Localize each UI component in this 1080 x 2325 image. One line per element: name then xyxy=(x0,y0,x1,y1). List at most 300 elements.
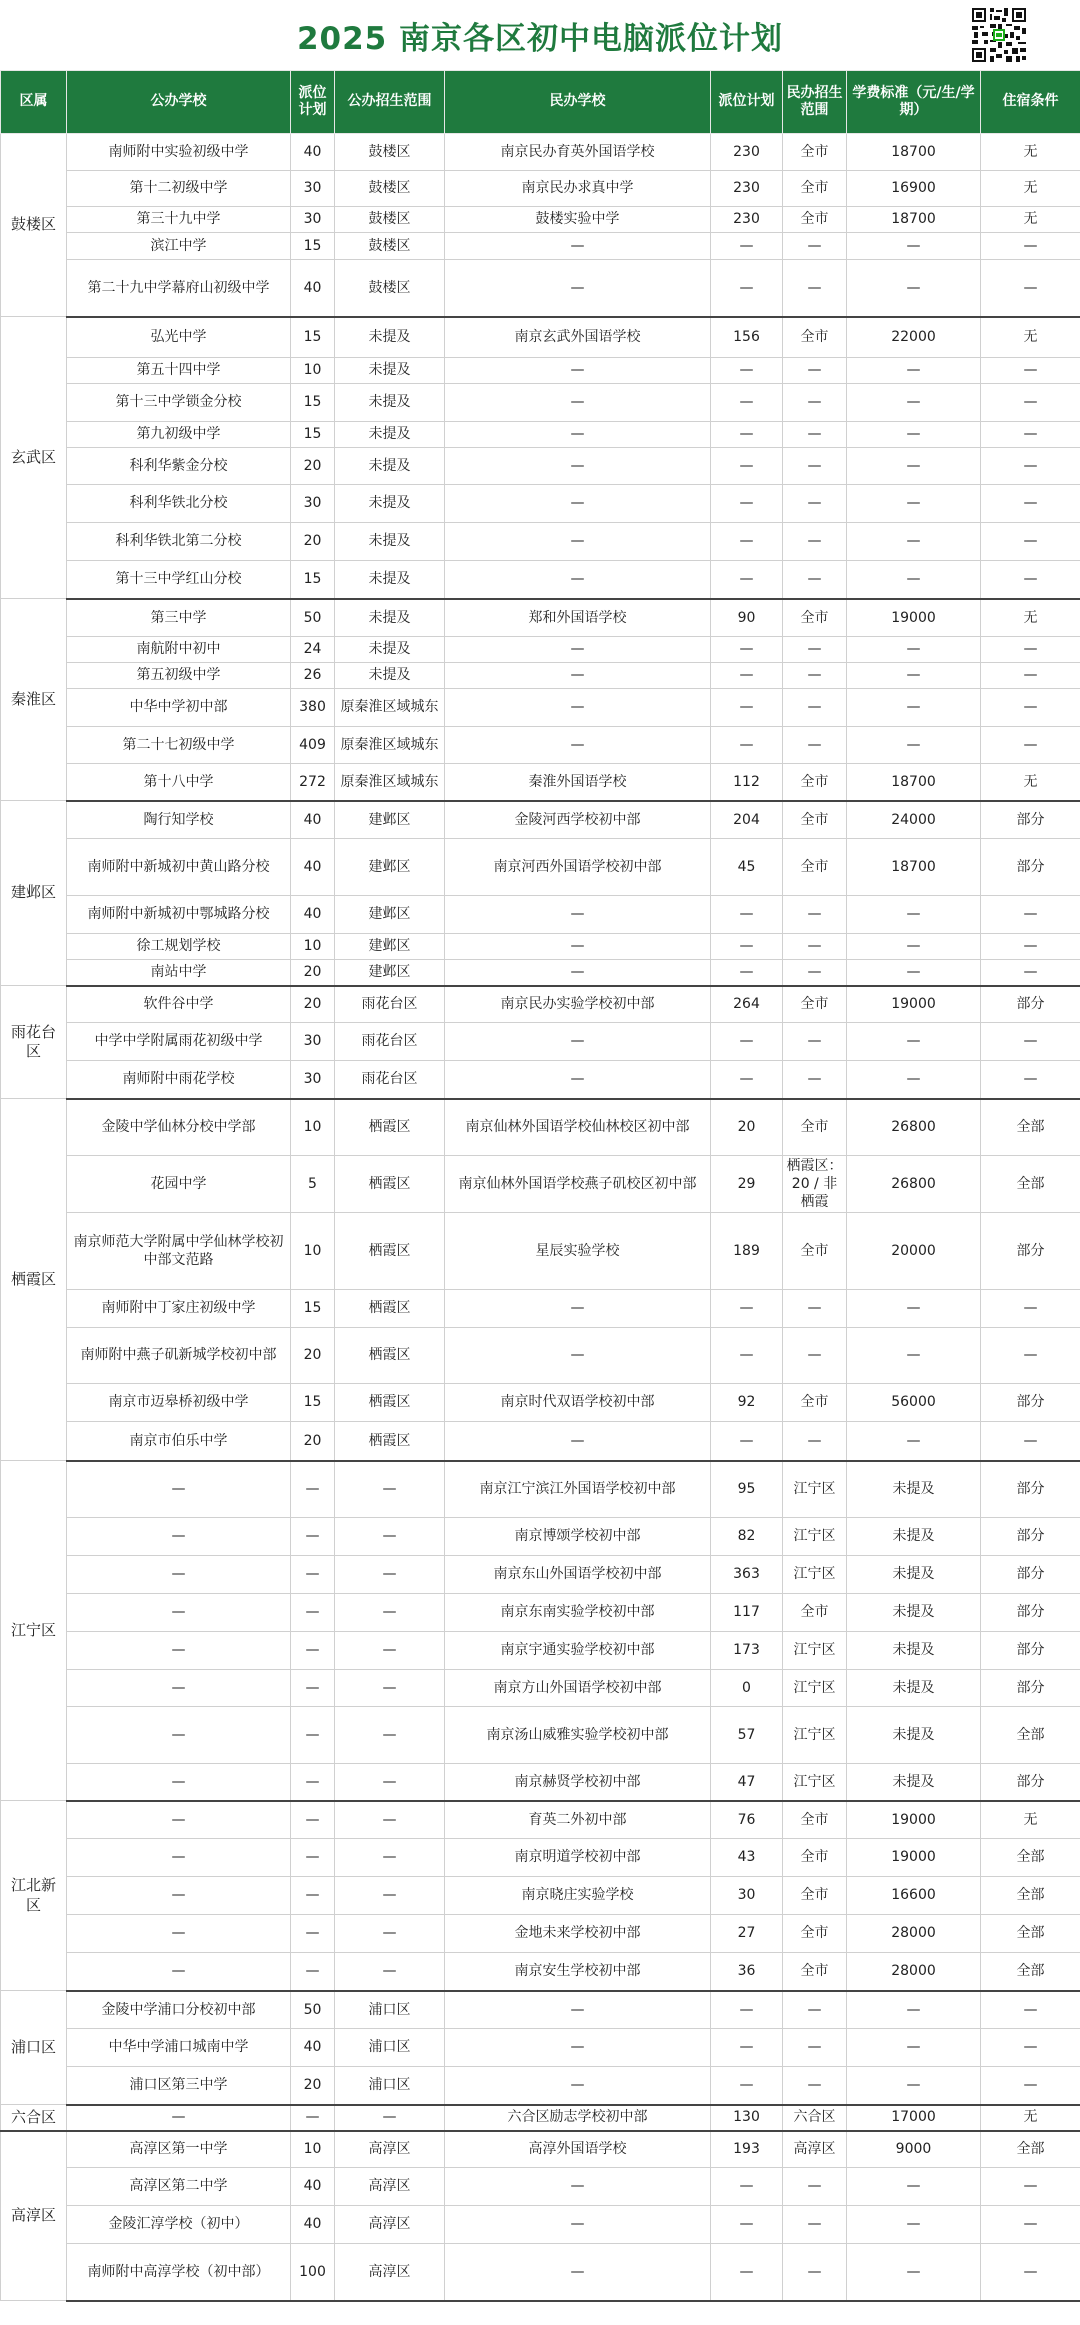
public-school-cell: 第九初级中学 xyxy=(67,422,291,448)
private-quota-cell: 57 xyxy=(711,1707,783,1764)
col-private-quota: 派位计划 xyxy=(711,71,783,134)
private-range-cell: 全市 xyxy=(783,801,847,839)
col-district: 区属 xyxy=(1,71,67,134)
public-range-cell: 雨花台区 xyxy=(335,986,445,1023)
public-range-cell: 鼓楼区 xyxy=(335,171,445,207)
public-quota-cell: 30 xyxy=(291,1061,335,1099)
public-school-cell: 南师附中燕子矶新城学校初中部 xyxy=(67,1328,291,1384)
public-school-cell: 金陵中学浦口分校初中部 xyxy=(67,1991,291,2029)
private-range-cell: — xyxy=(783,1328,847,1384)
private-school-cell: — xyxy=(445,896,711,934)
tuition-cell: — xyxy=(847,233,981,260)
private-range-cell: — xyxy=(783,1023,847,1061)
table-row xyxy=(1,2168,1080,2206)
boarding-cell: — xyxy=(981,1061,1080,1099)
boarding-cell: — xyxy=(981,1991,1080,2029)
public-quota-cell: 15 xyxy=(291,422,335,448)
private-school-cell: 南京明道学校初中部 xyxy=(445,1839,711,1877)
public-school-cell: — xyxy=(67,1556,291,1594)
private-school-cell: — xyxy=(445,358,711,384)
table-row xyxy=(1,358,1080,384)
public-quota-cell: 15 xyxy=(291,561,335,599)
public-quota-cell: 20 xyxy=(291,523,335,561)
public-school-cell: — xyxy=(67,1594,291,1632)
boarding-cell: — xyxy=(981,260,1080,317)
tuition-cell: 未提及 xyxy=(847,1461,981,1518)
public-range-cell: 浦口区 xyxy=(335,2029,445,2067)
table-row xyxy=(1,986,1080,1023)
private-quota-cell: — xyxy=(711,1023,783,1061)
private-quota-cell: 82 xyxy=(711,1518,783,1556)
private-range-cell: — xyxy=(783,2244,847,2301)
boarding-cell: 无 xyxy=(981,134,1080,171)
tuition-cell: 20000 xyxy=(847,1213,981,1290)
private-range-cell: 江宁区 xyxy=(783,1632,847,1670)
private-range-cell: — xyxy=(783,2168,847,2206)
private-range-cell: — xyxy=(783,448,847,485)
tuition-cell: — xyxy=(847,523,981,561)
boarding-cell: — xyxy=(981,233,1080,260)
boarding-cell: 部分 xyxy=(981,1518,1080,1556)
public-school-cell: 第十八中学 xyxy=(67,764,291,801)
boarding-cell: — xyxy=(981,561,1080,599)
tuition-cell: — xyxy=(847,1290,981,1328)
private-quota-cell: — xyxy=(711,2206,783,2244)
tuition-cell: — xyxy=(847,561,981,599)
col-boarding: 住宿条件 xyxy=(981,71,1080,134)
public-range-cell: 未提及 xyxy=(335,485,445,523)
public-quota-cell: 15 xyxy=(291,317,335,358)
table-row xyxy=(1,1461,1080,1518)
private-school-cell: 南京安生学校初中部 xyxy=(445,1953,711,1991)
private-range-cell: — xyxy=(783,2029,847,2067)
public-range-cell: 鼓楼区 xyxy=(335,134,445,171)
private-range-cell: 全市 xyxy=(783,1384,847,1422)
table-row xyxy=(1,801,1080,839)
boarding-cell: 无 xyxy=(981,207,1080,233)
district-cell: 高淳区 xyxy=(1,2131,67,2301)
private-range-cell: — xyxy=(783,663,847,689)
public-range-cell: 未提及 xyxy=(335,358,445,384)
table-row xyxy=(1,2131,1080,2168)
table-row xyxy=(1,934,1080,960)
public-school-cell: 南航附中初中 xyxy=(67,637,291,663)
public-range-cell: 栖霞区 xyxy=(335,1290,445,1328)
boarding-cell: 全部 xyxy=(981,2131,1080,2168)
private-quota-cell: — xyxy=(711,960,783,986)
public-school-cell: — xyxy=(67,1801,291,1839)
private-quota-cell: — xyxy=(711,689,783,727)
public-school-cell: 陶行知学校 xyxy=(67,801,291,839)
public-range-cell: 栖霞区 xyxy=(335,1213,445,1290)
private-range-cell: 江宁区 xyxy=(783,1461,847,1518)
public-school-cell: 第十二初级中学 xyxy=(67,171,291,207)
private-range-cell: — xyxy=(783,960,847,986)
public-range-cell: — xyxy=(335,1670,445,1707)
page-title: 2025 南京各区初中电脑派位计划 xyxy=(296,20,784,57)
private-school-cell: — xyxy=(445,663,711,689)
private-school-cell: — xyxy=(445,1422,711,1461)
private-school-cell: 金地未来学校初中部 xyxy=(445,1915,711,1953)
public-range-cell: 原秦淮区域城东 xyxy=(335,727,445,764)
private-range-cell: 全市 xyxy=(783,839,847,896)
public-quota-cell: — xyxy=(291,1632,335,1670)
boarding-cell: 全部 xyxy=(981,1156,1080,1213)
public-quota-cell: — xyxy=(291,1707,335,1764)
private-school-cell: — xyxy=(445,384,711,422)
district-cell: 江北新区 xyxy=(1,1801,67,1991)
table-row xyxy=(1,663,1080,689)
tuition-cell: — xyxy=(847,1061,981,1099)
public-range-cell: 建邺区 xyxy=(335,934,445,960)
private-quota-cell: 20 xyxy=(711,1099,783,1156)
public-range-cell: 雨花台区 xyxy=(335,1061,445,1099)
table-row xyxy=(1,689,1080,727)
table-row xyxy=(1,1594,1080,1632)
private-school-cell: — xyxy=(445,960,711,986)
private-school-cell: — xyxy=(445,934,711,960)
tuition-cell: 未提及 xyxy=(847,1556,981,1594)
table-row xyxy=(1,1422,1080,1461)
private-school-cell: 南京晓庄实验学校 xyxy=(445,1877,711,1915)
private-quota-cell: 230 xyxy=(711,134,783,171)
public-quota-cell: — xyxy=(291,1556,335,1594)
public-quota-cell: 5 xyxy=(291,1156,335,1213)
boarding-cell: — xyxy=(981,1023,1080,1061)
private-school-cell: — xyxy=(445,422,711,448)
public-school-cell: 南师附中丁家庄初级中学 xyxy=(67,1290,291,1328)
private-quota-cell: 29 xyxy=(711,1156,783,1213)
public-quota-cell: — xyxy=(291,2105,335,2131)
public-school-cell: 第二十七初级中学 xyxy=(67,727,291,764)
private-school-cell: — xyxy=(445,233,711,260)
district-cell: 玄武区 xyxy=(1,317,67,599)
public-range-cell: 未提及 xyxy=(335,561,445,599)
table-row xyxy=(1,1556,1080,1594)
boarding-cell: — xyxy=(981,1290,1080,1328)
boarding-cell: — xyxy=(981,2067,1080,2105)
private-range-cell: 全市 xyxy=(783,207,847,233)
public-quota-cell: — xyxy=(291,1839,335,1877)
tuition-cell: — xyxy=(847,637,981,663)
public-school-cell: 第十三中学红山分校 xyxy=(67,561,291,599)
col-private-range: 民办招生范围 xyxy=(783,71,847,134)
public-range-cell: 未提及 xyxy=(335,384,445,422)
public-range-cell: — xyxy=(335,1839,445,1877)
header xyxy=(0,0,1080,70)
tuition-cell: 19000 xyxy=(847,599,981,637)
public-quota-cell: 24 xyxy=(291,637,335,663)
boarding-cell: — xyxy=(981,960,1080,986)
private-school-cell: 南京玄武外国语学校 xyxy=(445,317,711,358)
private-quota-cell: 36 xyxy=(711,1953,783,1991)
col-public-school: 公办学校 xyxy=(67,71,291,134)
private-school-cell: — xyxy=(445,2206,711,2244)
private-school-cell: 南京东山外国语学校初中部 xyxy=(445,1556,711,1594)
private-school-cell: — xyxy=(445,1023,711,1061)
public-school-cell: — xyxy=(67,1518,291,1556)
private-range-cell: 全市 xyxy=(783,1915,847,1953)
private-school-cell: 南京方山外国语学校初中部 xyxy=(445,1670,711,1707)
table-row xyxy=(1,1290,1080,1328)
tuition-cell: 未提及 xyxy=(847,1632,981,1670)
public-school-cell: 南站中学 xyxy=(67,960,291,986)
public-school-cell: 高淳区第二中学 xyxy=(67,2168,291,2206)
table-row xyxy=(1,1801,1080,1839)
private-range-cell: — xyxy=(783,689,847,727)
public-range-cell: 高淳区 xyxy=(335,2131,445,2168)
private-school-cell: — xyxy=(445,1991,711,2029)
public-quota-cell: 15 xyxy=(291,233,335,260)
tuition-cell: 19000 xyxy=(847,986,981,1023)
public-quota-cell: 50 xyxy=(291,1991,335,2029)
private-quota-cell: 45 xyxy=(711,839,783,896)
private-quota-cell: — xyxy=(711,485,783,523)
public-school-cell: 弘光中学 xyxy=(67,317,291,358)
table-row xyxy=(1,2206,1080,2244)
public-quota-cell: — xyxy=(291,1670,335,1707)
private-range-cell: 全市 xyxy=(783,1839,847,1877)
boarding-cell: — xyxy=(981,637,1080,663)
public-range-cell: 建邺区 xyxy=(335,896,445,934)
table-row xyxy=(1,1099,1080,1156)
private-quota-cell: — xyxy=(711,663,783,689)
public-school-cell: — xyxy=(67,1632,291,1670)
boarding-cell: 部分 xyxy=(981,801,1080,839)
private-quota-cell: 43 xyxy=(711,1839,783,1877)
boarding-cell: 部分 xyxy=(981,1670,1080,1707)
private-range-cell: 全市 xyxy=(783,1877,847,1915)
tuition-cell: — xyxy=(847,2029,981,2067)
public-range-cell: 未提及 xyxy=(335,663,445,689)
boarding-cell: — xyxy=(981,448,1080,485)
private-school-cell: 鼓楼实验中学 xyxy=(445,207,711,233)
boarding-cell: 部分 xyxy=(981,1461,1080,1518)
private-quota-cell: — xyxy=(711,637,783,663)
private-quota-cell: 363 xyxy=(711,1556,783,1594)
public-range-cell: 高淳区 xyxy=(335,2206,445,2244)
table-row xyxy=(1,448,1080,485)
table-row xyxy=(1,485,1080,523)
private-school-cell: — xyxy=(445,727,711,764)
public-school-cell: 南师附中实验初级中学 xyxy=(67,134,291,171)
private-range-cell: — xyxy=(783,485,847,523)
public-range-cell: 浦口区 xyxy=(335,1991,445,2029)
private-school-cell: 育英二外初中部 xyxy=(445,1801,711,1839)
private-range-cell: 江宁区 xyxy=(783,1707,847,1764)
table-row xyxy=(1,1328,1080,1384)
private-range-cell: 全市 xyxy=(783,1213,847,1290)
tuition-cell: 56000 xyxy=(847,1384,981,1422)
table-row xyxy=(1,134,1080,171)
private-range-cell: — xyxy=(783,1061,847,1099)
col-public-quota: 派位计划 xyxy=(291,71,335,134)
tuition-cell: 19000 xyxy=(847,1839,981,1877)
qr-code-icon xyxy=(970,6,1028,64)
public-school-cell: — xyxy=(67,1461,291,1518)
table-row xyxy=(1,233,1080,260)
tuition-cell: 16900 xyxy=(847,171,981,207)
private-quota-cell: — xyxy=(711,358,783,384)
table-row xyxy=(1,384,1080,422)
tuition-cell: 26800 xyxy=(847,1156,981,1213)
private-quota-cell: — xyxy=(711,448,783,485)
table-row xyxy=(1,1156,1080,1213)
tuition-cell: — xyxy=(847,689,981,727)
tuition-cell: 22000 xyxy=(847,317,981,358)
boarding-cell: — xyxy=(981,934,1080,960)
private-range-cell: 全市 xyxy=(783,134,847,171)
public-quota-cell: — xyxy=(291,1877,335,1915)
private-range-cell: 全市 xyxy=(783,599,847,637)
public-range-cell: 鼓楼区 xyxy=(335,233,445,260)
public-range-cell: 未提及 xyxy=(335,448,445,485)
private-quota-cell: — xyxy=(711,1328,783,1384)
public-school-cell: 软件谷中学 xyxy=(67,986,291,1023)
private-range-cell: 全市 xyxy=(783,1594,847,1632)
boarding-cell: 部分 xyxy=(981,986,1080,1023)
private-quota-cell: 189 xyxy=(711,1213,783,1290)
public-school-cell: 南京市迈皋桥初级中学 xyxy=(67,1384,291,1422)
public-quota-cell: 20 xyxy=(291,448,335,485)
public-quota-cell: — xyxy=(291,1953,335,1991)
table-row xyxy=(1,171,1080,207)
private-quota-cell: — xyxy=(711,384,783,422)
private-school-cell: 南京东南实验学校初中部 xyxy=(445,1594,711,1632)
private-school-cell: 南京仙林外国语学校仙林校区初中部 xyxy=(445,1099,711,1156)
tuition-cell: 未提及 xyxy=(847,1594,981,1632)
public-quota-cell: 10 xyxy=(291,1099,335,1156)
private-school-cell: 星辰实验学校 xyxy=(445,1213,711,1290)
private-quota-cell: — xyxy=(711,523,783,561)
private-range-cell: — xyxy=(783,934,847,960)
boarding-cell: 全部 xyxy=(981,1707,1080,1764)
boarding-cell: 全部 xyxy=(981,1915,1080,1953)
tuition-cell: 19000 xyxy=(847,1801,981,1839)
district-cell: 六合区 xyxy=(1,2105,67,2131)
public-quota-cell: 100 xyxy=(291,2244,335,2301)
tuition-cell: 9000 xyxy=(847,2131,981,2168)
table-row xyxy=(1,1061,1080,1099)
private-quota-cell: 47 xyxy=(711,1764,783,1801)
tuition-cell: — xyxy=(847,896,981,934)
table-row xyxy=(1,1953,1080,1991)
public-school-cell: 南师附中新城初中黄山路分校 xyxy=(67,839,291,896)
boarding-cell: 无 xyxy=(981,764,1080,801)
boarding-cell: — xyxy=(981,422,1080,448)
private-quota-cell: — xyxy=(711,233,783,260)
tuition-cell: 26800 xyxy=(847,1099,981,1156)
boarding-cell: — xyxy=(981,485,1080,523)
public-range-cell: — xyxy=(335,1594,445,1632)
private-school-cell: 南京民办求真中学 xyxy=(445,171,711,207)
public-range-cell: 高淳区 xyxy=(335,2168,445,2206)
boarding-cell: 部分 xyxy=(981,1632,1080,1670)
col-tuition: 学费标准（元/生/学期） xyxy=(847,71,981,134)
tuition-cell: — xyxy=(847,934,981,960)
table-row xyxy=(1,422,1080,448)
public-quota-cell: — xyxy=(291,1594,335,1632)
private-school-cell: 秦淮外国语学校 xyxy=(445,764,711,801)
boarding-cell: 部分 xyxy=(981,1213,1080,1290)
public-quota-cell: 15 xyxy=(291,1290,335,1328)
tuition-cell: — xyxy=(847,2168,981,2206)
tuition-cell: 28000 xyxy=(847,1915,981,1953)
private-range-cell: 江宁区 xyxy=(783,1764,847,1801)
public-quota-cell: 26 xyxy=(291,663,335,689)
public-school-cell: 第五初级中学 xyxy=(67,663,291,689)
boarding-cell: — xyxy=(981,1328,1080,1384)
public-quota-cell: 40 xyxy=(291,801,335,839)
public-range-cell: — xyxy=(335,1915,445,1953)
tuition-cell: — xyxy=(847,727,981,764)
private-school-cell: — xyxy=(445,448,711,485)
public-school-cell: — xyxy=(67,1670,291,1707)
private-school-cell: 南京河西外国语学校初中部 xyxy=(445,839,711,896)
public-quota-cell: 30 xyxy=(291,485,335,523)
boarding-cell: 部分 xyxy=(981,1556,1080,1594)
boarding-cell: — xyxy=(981,358,1080,384)
public-school-cell: 科利华紫金分校 xyxy=(67,448,291,485)
public-range-cell: — xyxy=(335,1632,445,1670)
public-quota-cell: 40 xyxy=(291,2168,335,2206)
private-school-cell: 六合区励志学校初中部 xyxy=(445,2105,711,2131)
public-range-cell: — xyxy=(335,2105,445,2131)
table-row xyxy=(1,1670,1080,1707)
public-range-cell: 未提及 xyxy=(335,637,445,663)
public-range-cell: 未提及 xyxy=(335,317,445,358)
table-row xyxy=(1,260,1080,317)
public-range-cell: 原秦淮区域城东 xyxy=(335,764,445,801)
private-quota-cell: 117 xyxy=(711,1594,783,1632)
private-quota-cell: 76 xyxy=(711,1801,783,1839)
private-quota-cell: — xyxy=(711,727,783,764)
public-range-cell: 未提及 xyxy=(335,599,445,637)
public-school-cell: 南师附中高淳学校（初中部） xyxy=(67,2244,291,2301)
private-range-cell: — xyxy=(783,561,847,599)
private-school-cell: — xyxy=(445,260,711,317)
tuition-cell: — xyxy=(847,448,981,485)
public-range-cell: 栖霞区 xyxy=(335,1328,445,1384)
private-quota-cell: — xyxy=(711,1061,783,1099)
tuition-cell: 未提及 xyxy=(847,1764,981,1801)
public-quota-cell: 20 xyxy=(291,2067,335,2105)
private-quota-cell: 230 xyxy=(711,207,783,233)
public-school-cell: 金陵汇淳学校（初中） xyxy=(67,2206,291,2244)
table-row xyxy=(1,1877,1080,1915)
private-range-cell: 全市 xyxy=(783,171,847,207)
private-range-cell: 全市 xyxy=(783,986,847,1023)
tuition-cell: — xyxy=(847,384,981,422)
private-quota-cell: — xyxy=(711,1290,783,1328)
public-quota-cell: — xyxy=(291,1461,335,1518)
private-school-cell: — xyxy=(445,637,711,663)
tuition-cell: — xyxy=(847,422,981,448)
private-range-cell: — xyxy=(783,727,847,764)
public-school-cell: 南师附中雨花学校 xyxy=(67,1061,291,1099)
private-school-cell: — xyxy=(445,689,711,727)
table-row xyxy=(1,1915,1080,1953)
public-range-cell: — xyxy=(335,1801,445,1839)
public-school-cell: 第三中学 xyxy=(67,599,291,637)
tuition-cell: — xyxy=(847,260,981,317)
private-school-cell: 南京博颂学校初中部 xyxy=(445,1518,711,1556)
public-range-cell: 栖霞区 xyxy=(335,1384,445,1422)
boarding-cell: — xyxy=(981,1422,1080,1461)
private-range-cell: 全市 xyxy=(783,764,847,801)
private-school-cell: 南京赫贤学校初中部 xyxy=(445,1764,711,1801)
private-school-cell: — xyxy=(445,561,711,599)
